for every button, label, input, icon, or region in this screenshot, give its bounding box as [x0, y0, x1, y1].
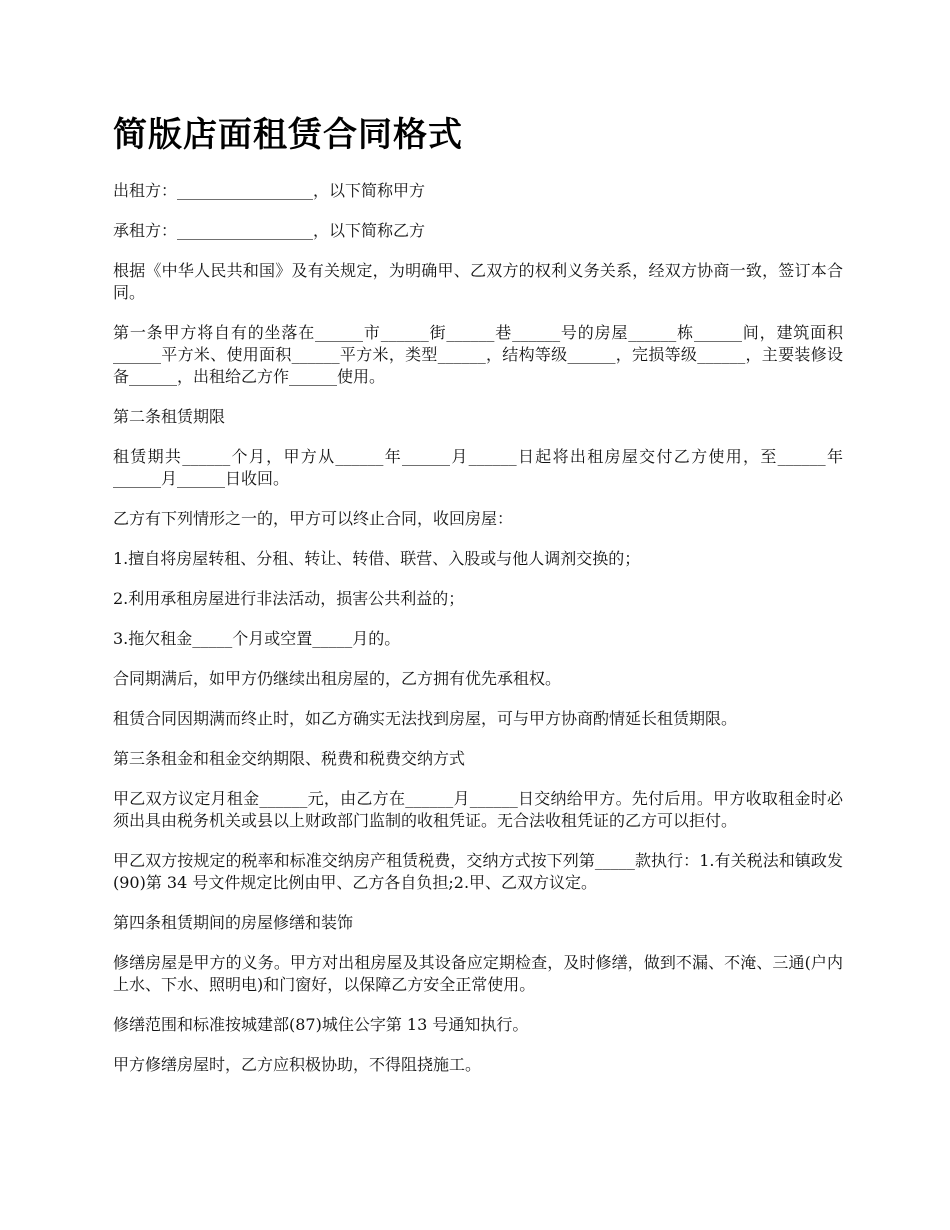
- repair-scope-paragraph: 修缮范围和标准按城建部(87)城住公字第 13 号通知执行。: [113, 1015, 529, 1034]
- document-title: 简版店面租赁合同格式: [113, 115, 463, 155]
- lessor-line: 出租方：_________________，以下简称甲方: [113, 181, 426, 200]
- tax-paragraph: 甲乙双方按规定的税率和标准交纳房产租赁税费，交纳方式按下列第_____款执行：1.有关税法和镇政发(90)第 34 号文件规定比例由甲、乙方各自负担;2.甲、乙双方议定。: [113, 851, 843, 892]
- termination-intro-paragraph: 乙方有下列情形之一的，甲方可以终止合同，收回房屋：: [113, 509, 514, 528]
- article-3-heading: 第三条租金和租金交纳期限、税费和税费交纳方式: [113, 749, 466, 768]
- article-1-paragraph: 第一条甲方将自有的坐落在______市______街______巷______号的房屋______栋______间，建筑面积______平方米、使用面积______平方米，类型______，结构等级______，完损等级______，主要装修设备______，出租给乙方作______使用。: [113, 323, 843, 386]
- extension-paragraph: 租赁合同因期满而终止时，如乙方确实无法找到房屋，可与甲方协商酌情延长租赁期限。: [113, 709, 738, 728]
- lessee-line: 承租方：_________________，以下简称乙方: [113, 221, 426, 240]
- repair-cooperation-paragraph: 甲方修缮房屋时，乙方应积极协助，不得阻挠施工。: [113, 1055, 482, 1074]
- rent-payment-paragraph: 甲乙双方议定月租金______元，由乙方在______月______日交纳给甲方。先付后用。甲方收取租金时必须出具由税务机关或县以上财政部门监制的收租凭证。无合法收租凭证的乙方可以拒付。: [113, 789, 843, 830]
- article-2-heading: 第二条租赁期限: [113, 407, 226, 426]
- document-page: [113, 112, 843, 1094]
- termination-item-2: 2.利用承租房屋进行非法活动，损害公共利益的；: [113, 589, 465, 608]
- termination-item-3: 3.拖欠租金_____个月或空置_____月的。: [113, 629, 401, 648]
- priority-renewal-paragraph: 合同期满后，如甲方仍继续出租房屋的，乙方拥有优先承租权。: [113, 669, 562, 688]
- article-4-heading: 第四条租赁期间的房屋修缮和装饰: [113, 913, 354, 932]
- repair-duty-paragraph: 修缮房屋是甲方的义务。甲方对出租房屋及其设备应定期检查，及时修缮，做到不漏、不淹、三通(户内上水、下水、照明电)和门窗好，以保障乙方安全正常使用。: [113, 953, 843, 994]
- lease-term-paragraph: 租赁期共______个月，甲方从______年______月______日起将出租房屋交付乙方使用，至______年______月______日收回。: [113, 447, 843, 488]
- termination-item-1: 1.擅自将房屋转租、分租、转让、转借、联营、入股或与他人调剂交换的；: [113, 549, 641, 568]
- preamble-paragraph: 根据《中华人民共和国》及有关规定，为明确甲、乙双方的权利义务关系，经双方协商一致，签订本合同。: [113, 261, 843, 302]
